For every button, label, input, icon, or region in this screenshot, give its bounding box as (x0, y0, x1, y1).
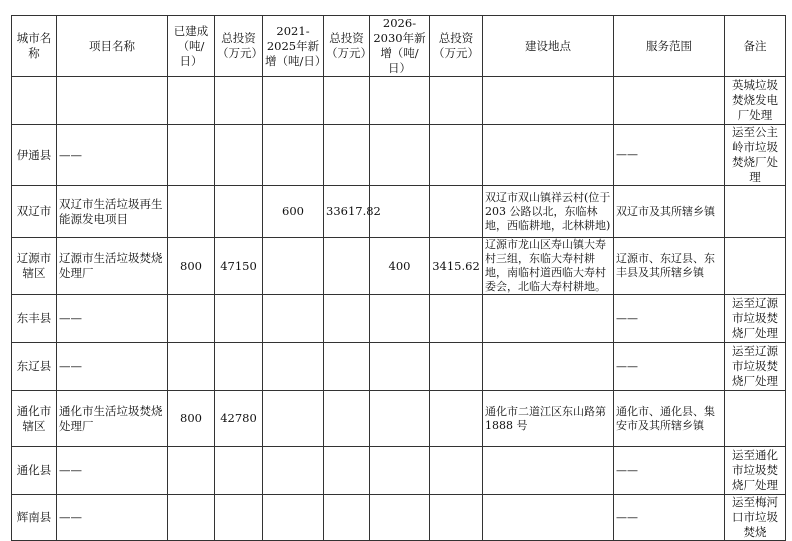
cell-note: 运至公主岭市垃圾焚烧厂处理 (725, 125, 786, 186)
header-service: 服务范围 (614, 16, 725, 77)
table-row (12, 391, 786, 447)
cell-city: 东辽县 (12, 343, 57, 391)
header-location: 建设地点 (483, 16, 614, 77)
cell-location: 通化市二道江区东山路第 1888 号 (483, 391, 614, 447)
cell-service: 双辽市及其所辖乡镇 (614, 186, 725, 238)
table-row (12, 186, 786, 238)
cell-new2125 (263, 125, 324, 186)
cell-built (168, 186, 215, 238)
cell-invest1 (215, 343, 263, 391)
cell-built (168, 77, 215, 125)
cell-city: 东丰县 (12, 295, 57, 343)
cell-built: 800 (168, 391, 215, 447)
cell-invest3: 3415.62 (430, 238, 483, 295)
header-city: 城市名称 (12, 16, 57, 77)
cell-invest1 (215, 77, 263, 125)
cell-invest3 (430, 391, 483, 447)
cell-location (483, 447, 614, 495)
cell-note: 运至辽源市垃圾焚烧厂处理 (725, 295, 786, 343)
cell-service: 通化市、通化县、集安市及其所辖乡镇 (614, 391, 725, 447)
cell-location (483, 495, 614, 541)
cell-invest2 (324, 238, 370, 295)
cell-project: 辽源市生活垃圾焚烧处理厂 (57, 238, 168, 295)
header-new-2021-2025: 2021-2025年新增（吨/日） (263, 16, 324, 77)
cell-new2125 (263, 238, 324, 295)
cell-built (168, 447, 215, 495)
cell-city: 双辽市 (12, 186, 57, 238)
cell-new2630 (370, 495, 430, 541)
cell-project: —— (57, 295, 168, 343)
cell-city (12, 77, 57, 125)
cell-invest1 (215, 295, 263, 343)
cell-new2125 (263, 495, 324, 541)
cell-new2630 (370, 125, 430, 186)
cell-invest3 (430, 447, 483, 495)
table-row (12, 295, 786, 343)
cell-invest2 (324, 343, 370, 391)
cell-new2125: 600 (263, 186, 324, 238)
table-row (12, 447, 786, 495)
cell-project: —— (57, 495, 168, 541)
cell-invest3 (430, 186, 483, 238)
cell-invest2 (324, 391, 370, 447)
cell-invest3 (430, 295, 483, 343)
cell-city: 辽源市辖区 (12, 238, 57, 295)
cell-service: —— (614, 125, 725, 186)
cell-built (168, 343, 215, 391)
cell-new2125 (263, 77, 324, 125)
table-row (12, 343, 786, 391)
header-invest: 总投资（万元） (430, 16, 483, 77)
cell-invest2 (324, 295, 370, 343)
cell-project: 通化市生活垃圾焚烧处理厂 (57, 391, 168, 447)
cell-invest3 (430, 125, 483, 186)
table-row (12, 125, 786, 186)
header-new-2026-2030: 2026-2030年新增（吨/日） (370, 16, 430, 77)
cell-location (483, 295, 614, 343)
cell-service: —— (614, 447, 725, 495)
cell-project: —— (57, 125, 168, 186)
cell-note (725, 238, 786, 295)
header-project: 项目名称 (57, 16, 168, 77)
cell-note: 英城垃圾焚烧发电厂处理 (725, 77, 786, 125)
cell-built (168, 495, 215, 541)
cell-invest1 (215, 495, 263, 541)
cell-location: 辽源市龙山区寿山镇大寿村三组，东临大寿村耕地，南临村道西临大寿村委会，北临大寿村耕地。 (483, 238, 614, 295)
cell-city: 伊通县 (12, 125, 57, 186)
table-row (12, 238, 786, 295)
cell-invest2: 33617.82 (324, 186, 370, 238)
cell-invest1: 47150 (215, 238, 263, 295)
header-note: 备注 (725, 16, 786, 77)
cell-service: —— (614, 495, 725, 541)
cell-invest1 (215, 447, 263, 495)
cell-invest1 (215, 186, 263, 238)
cell-service: —— (614, 295, 725, 343)
cell-new2630 (370, 77, 430, 125)
cell-location: 双辽市双山镇祥云村(位于 203 公路以北，东临林地，西临耕地，北林耕地) (483, 186, 614, 238)
cell-invest1 (215, 125, 263, 186)
header-row (12, 16, 786, 77)
header-built: 已建成（吨/日） (168, 16, 215, 77)
cell-service (614, 77, 725, 125)
cell-location (483, 125, 614, 186)
cell-service: —— (614, 343, 725, 391)
cell-new2125 (263, 295, 324, 343)
cell-new2125 (263, 391, 324, 447)
cell-note: 运至梅河口市垃圾焚烧 (725, 495, 786, 541)
cell-note: 运至通化市垃圾焚烧厂处理 (725, 447, 786, 495)
cell-invest2 (324, 77, 370, 125)
table-row (12, 495, 786, 541)
cell-invest3 (430, 77, 483, 125)
cell-service: 辽源市、东辽县、东丰县及其所辖乡镇 (614, 238, 725, 295)
cell-invest2 (324, 125, 370, 186)
cell-invest3 (430, 343, 483, 391)
cell-project: —— (57, 343, 168, 391)
cell-invest2 (324, 495, 370, 541)
cell-invest2 (324, 447, 370, 495)
cell-location (483, 343, 614, 391)
cell-built (168, 125, 215, 186)
cell-project: —— (57, 447, 168, 495)
header-invest: 总投资（万元） (324, 16, 370, 77)
cell-built (168, 295, 215, 343)
cell-invest3 (430, 495, 483, 541)
cell-note: 运至辽源市垃圾焚烧厂处理 (725, 343, 786, 391)
cell-location (483, 77, 614, 125)
cell-city: 辉南县 (12, 495, 57, 541)
cell-note (725, 186, 786, 238)
cell-new2630 (370, 391, 430, 447)
cell-note (725, 391, 786, 447)
cell-new2630 (370, 295, 430, 343)
cell-new2125 (263, 447, 324, 495)
cell-new2125 (263, 343, 324, 391)
cell-city: 通化县 (12, 447, 57, 495)
cell-invest1: 42780 (215, 391, 263, 447)
cell-city: 通化市辖区 (12, 391, 57, 447)
cell-new2630 (370, 343, 430, 391)
cell-built: 800 (168, 238, 215, 295)
cell-new2630 (370, 447, 430, 495)
table-row (12, 77, 786, 125)
cell-project: 双辽市生活垃圾再生能源发电项目 (57, 186, 168, 238)
cell-new2630: 400 (370, 238, 430, 295)
cell-project (57, 77, 168, 125)
header-invest: 总投资（万元） (215, 16, 263, 77)
data-table (11, 15, 786, 541)
